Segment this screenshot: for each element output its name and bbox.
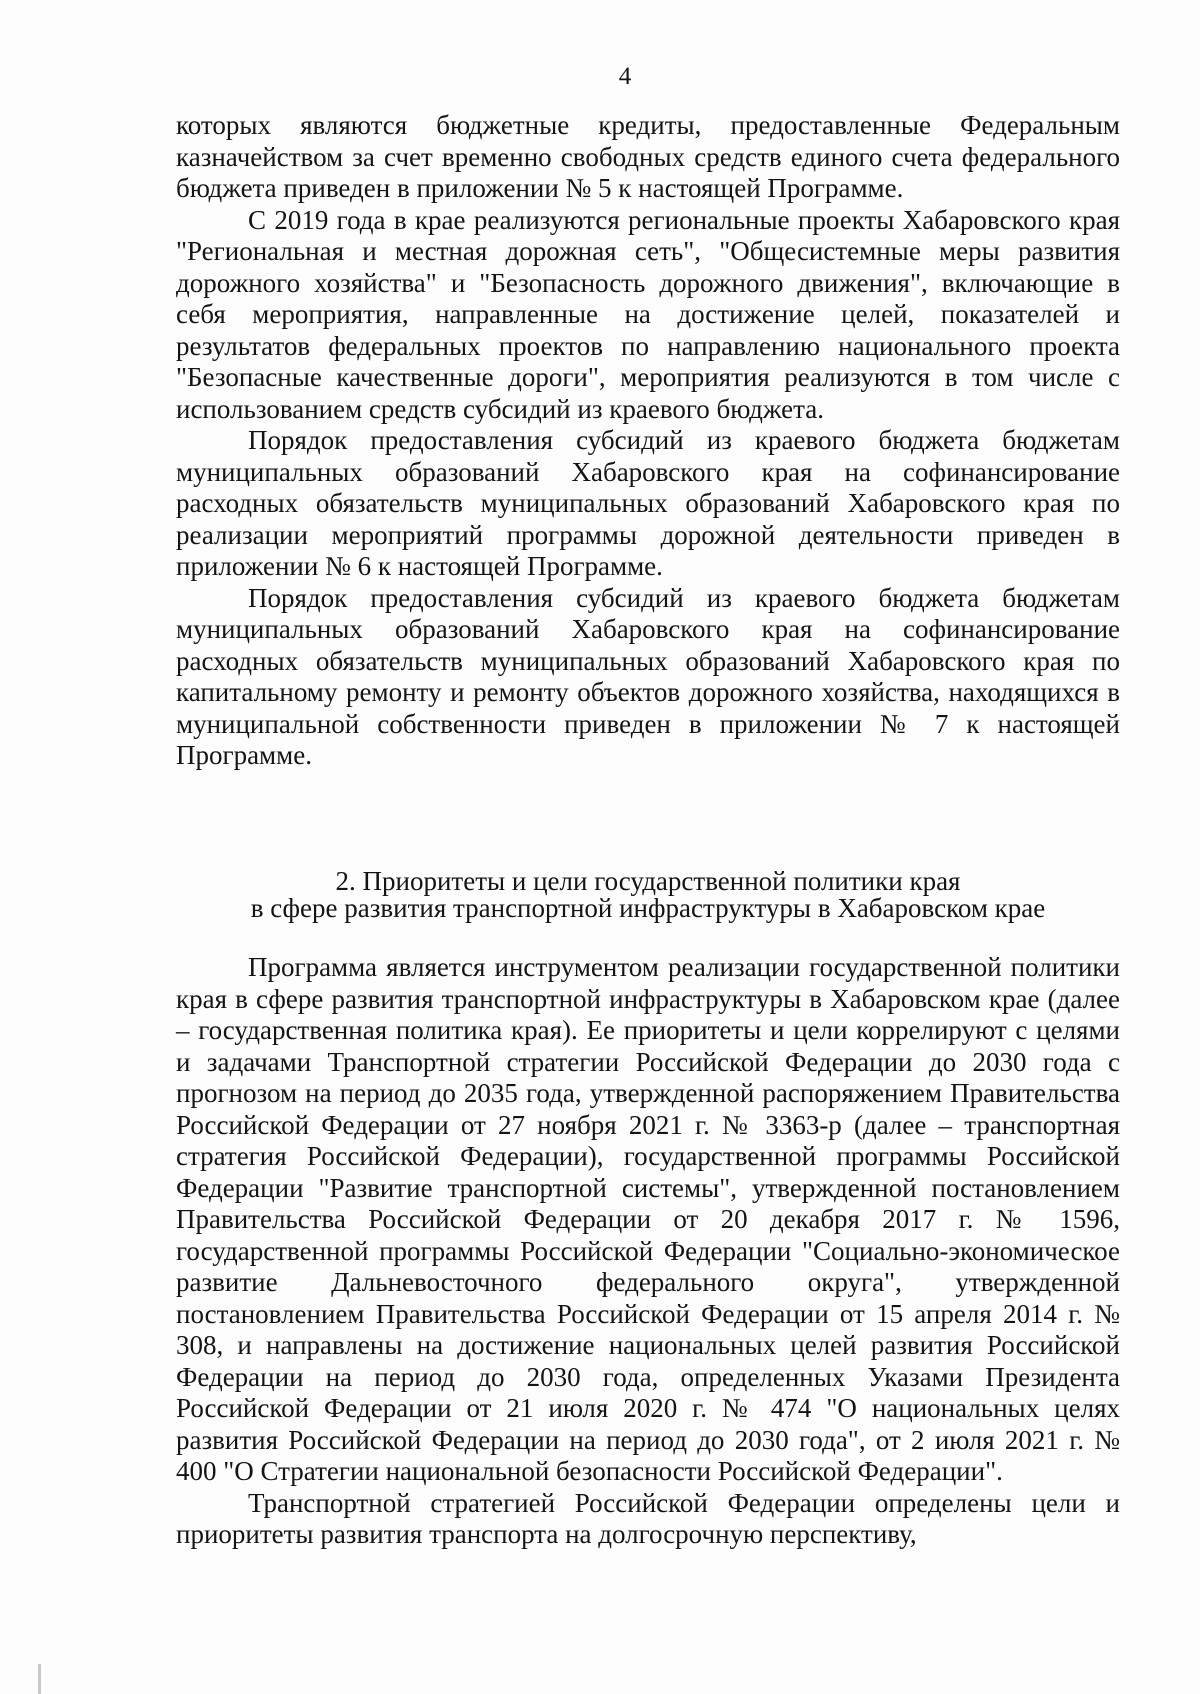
paragraph-budget-credits: которых являются бюджетные кредиты, предоставленные Федеральным казначейством за счет временно свободных средств единого счета федерального бюджета приведен в приложении № 5 к настоящей Программе. [176,110,1120,203]
paragraph-program-instrument: Программа является инструментом реализации государственной политики края в сфере развития транспортной инфраструктуры в Хабаровском крае (далее – государственная политика края). Ее приоритеты и цели коррелируют с целями и задачами Транспортной стратегии Российской Федерации до 2030 года с прогнозом на период до 2035 года, утвержденной распоряжением Правительства Российской Федерации от 27 ноября 2021 г. № 3363-р (далее – транспортная стратегия Российской Федерации), государственной программы Российской Федерации "Развитие транспортной системы", утвержденной постановлением Правительства Российской Федерации от 20 декабря 2017 г. № 1596, государственной программы Российской Федерации "Социально-экономическое развитие Дальневосточного федерального округа", утвержденной постановлением Правительства Российской Федерации от 15 апреля 2014 г. № 308, и направлены на достижение национальных целей развития Российской Федерации на период до 2030 года, определенных Указами Президента Российской Федерации от 21 июля 2020 г. № 474 "О национальных целях развития Российской Федерации на период до 2030 года", от 2 июля 2021 г. № 400 "О Стратегии национальной безопасности Российской Федерации". [176,952,1120,1486]
top-text-block [176,110,1120,772]
section-heading-line-1: 2. Приоритеты и цели государственной политики края [335,866,961,896]
scan-edge-mark [38,1664,41,1694]
section-heading-line-2: в сфере развития транспортной инфраструктуры в Хабаровском крае [250,893,1046,923]
paragraph-subsidy-order-6: Порядок предоставления субсидий из краевого бюджета бюджетам муниципальных образований Хабаровского края на софинансирование расходных обязательств муниципальных образований Хабаровского края по реализации мероприятий программы дорожной деятельности приведен в приложении № 6 к настоящей Программе. [176,425,1120,581]
bottom-text-block [176,952,1120,1551]
paragraph-subsidy-order-7: Порядок предоставления субсидий из краевого бюджета бюджетам муниципальных образований Хабаровского края на софинансирование расходных обязательств муниципальных образований Хабаровского края по капитальному ремонту и ремонту объектов дорожного хозяйства, находящихся в муниципальной собственности приведен в приложении № 7 к настоящей Программе. [176,582,1120,770]
paragraph-regional-projects: С 2019 года в крае реализуются региональные проекты Хабаровского края "Региональная и местная дорожная сеть", "Общесистемные меры развития дорожного хозяйства" и "Безопасность дорожного движения", включающие в себя мероприятия, направленные на достижение целей, показателей и результатов федеральных проектов по направлению национального проекта "Безопасные качественные дороги", мероприятия реализуются в том числе с использованием средств субсидий из краевого бюджета. [176,204,1120,424]
paragraph-transport-strategy: Транспортной стратегией Российской Федерации определены цели и приоритеты развития транспорта на долгосрочную перспективу, [176,1487,1120,1549]
page-number: 4 [618,63,632,90]
section-heading [176,868,1120,922]
